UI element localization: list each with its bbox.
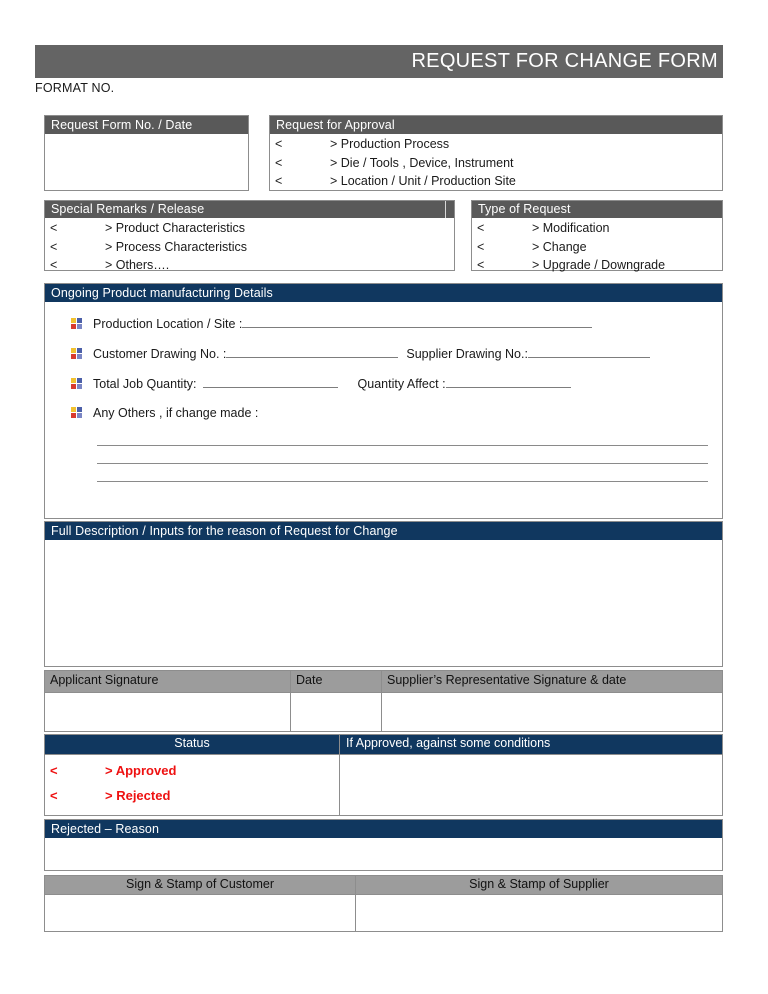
full-description-header: Full Description / Inputs for the reason of Request for Change	[45, 522, 722, 540]
option-change[interactable]	[472, 238, 722, 257]
header-supplier-representative-signature: Supplier’s Representative Signature & date	[382, 671, 723, 693]
checkbox-icon[interactable]: <	[50, 258, 58, 272]
pinwheel-bullet-icon	[71, 407, 82, 418]
customer-drawing-no-input[interactable]	[226, 346, 398, 358]
sign-stamp-supplier-input[interactable]	[356, 895, 723, 932]
request-for-approval-header: Request for Approval	[270, 116, 722, 134]
checkbox-icon[interactable]: <	[50, 221, 58, 235]
status-option-rejected[interactable]	[45, 783, 339, 808]
any-others-blank-lines	[45, 422, 722, 482]
field-customer-drawing-no	[45, 346, 722, 361]
request-for-approval-options	[270, 134, 722, 191]
option-die-tools-device-instrument[interactable]	[270, 154, 722, 173]
supplier-representative-signature-input[interactable]	[382, 693, 723, 732]
request-for-approval-box	[269, 115, 723, 191]
header-divider-tick	[445, 201, 446, 218]
sign-stamp-customer-input[interactable]	[45, 895, 356, 932]
table-row	[45, 693, 723, 732]
status-table	[44, 734, 723, 816]
option-location-unit-production-site[interactable]	[270, 172, 722, 191]
checkbox-icon[interactable]: <	[50, 239, 58, 254]
supplier-drawing-no-input[interactable]	[528, 346, 650, 358]
field-label: Customer Drawing No. :	[93, 347, 227, 361]
full-description-input[interactable]	[45, 540, 722, 666]
field-label: Production Location / Site :	[93, 317, 243, 331]
request-form-no-header: Request Form No. / Date	[45, 116, 248, 134]
field-any-others	[45, 406, 722, 420]
rejected-reason-header: Rejected – Reason	[45, 820, 722, 838]
status-option-approved[interactable]	[45, 758, 339, 783]
table-row	[45, 895, 723, 932]
type-of-request-options	[472, 218, 722, 275]
pinwheel-bullet-icon	[71, 318, 82, 329]
type-of-request-header: Type of Request	[472, 201, 722, 218]
field-label-quantity-affect: Quantity Affect :	[357, 377, 446, 391]
full-description-box	[44, 521, 723, 667]
option-label: > Others….	[105, 258, 170, 272]
checkbox-icon[interactable]: <	[477, 239, 485, 254]
date-input[interactable]	[291, 693, 382, 732]
applicant-signature-input[interactable]	[45, 693, 291, 732]
ongoing-details-header: Ongoing Product manufacturing Details	[45, 284, 722, 302]
option-modification[interactable]	[472, 219, 722, 238]
checkbox-icon[interactable]: <	[477, 221, 485, 235]
checkbox-icon[interactable]: <	[50, 788, 58, 803]
status-badge: > Rejected	[105, 788, 171, 803]
option-label: > Location / Unit / Production Site	[330, 174, 516, 188]
status-options-cell	[45, 755, 340, 816]
document-title-bar	[35, 45, 723, 78]
table-header-row	[45, 671, 723, 693]
field-production-location	[45, 316, 722, 331]
option-label: > Modification	[532, 221, 610, 235]
table-row	[45, 755, 723, 816]
option-label: > Product Characteristics	[105, 221, 245, 235]
quantity-affect-input[interactable]	[446, 376, 571, 388]
header-sign-stamp-supplier: Sign & Stamp of Supplier	[356, 876, 723, 895]
format-no-label: FORMAT NO.	[35, 81, 115, 95]
stamp-table	[44, 875, 723, 932]
pinwheel-bullet-icon	[71, 348, 82, 359]
special-remarks-options	[45, 218, 454, 275]
special-remarks-box	[44, 200, 455, 271]
header-sign-stamp-customer: Sign & Stamp of Customer	[45, 876, 356, 895]
checkbox-icon[interactable]: <	[275, 155, 283, 170]
total-job-quantity-input[interactable]	[203, 376, 338, 388]
header-applicant-signature: Applicant Signature	[45, 671, 291, 693]
page-title: REQUEST FOR CHANGE FORM	[411, 50, 718, 72]
production-location-input[interactable]	[242, 316, 592, 328]
checkbox-icon[interactable]: <	[275, 174, 283, 188]
option-label: > Process Characteristics	[105, 239, 248, 254]
option-label: > Die / Tools , Device, Instrument	[330, 155, 514, 170]
ongoing-details-box	[44, 283, 723, 519]
option-others[interactable]	[45, 256, 454, 275]
request-form-no-box	[44, 115, 249, 191]
checkbox-icon[interactable]: <	[50, 763, 58, 778]
header-status: Status	[45, 735, 340, 755]
field-label: Any Others , if change made :	[93, 406, 259, 420]
special-remarks-header	[45, 201, 454, 218]
header-if-approved-conditions: If Approved, against some conditions	[340, 735, 723, 755]
option-label: > Upgrade / Downgrade	[532, 258, 666, 272]
type-of-request-box	[471, 200, 723, 271]
blank-write-line[interactable]	[97, 446, 708, 464]
option-production-process[interactable]	[270, 135, 722, 154]
checkbox-icon[interactable]: <	[275, 137, 283, 151]
option-label: > Change	[532, 239, 587, 254]
option-product-characteristics[interactable]	[45, 219, 454, 238]
field-total-job-quantity	[45, 376, 722, 391]
checkbox-icon[interactable]: <	[477, 258, 485, 272]
field-label-supplier-drawing-no: Supplier Drawing No.:	[406, 347, 528, 361]
table-header-row	[45, 876, 723, 895]
blank-write-line[interactable]	[97, 428, 708, 446]
option-process-characteristics[interactable]	[45, 238, 454, 257]
pinwheel-bullet-icon	[71, 378, 82, 389]
header-date: Date	[291, 671, 382, 693]
option-upgrade-downgrade[interactable]	[472, 256, 722, 275]
approved-conditions-input[interactable]	[340, 755, 723, 816]
status-options	[45, 755, 339, 808]
rejected-reason-box	[44, 819, 723, 871]
request-form-no-input[interactable]	[45, 134, 248, 190]
blank-write-line[interactable]	[97, 464, 708, 482]
rejected-reason-input[interactable]	[45, 838, 722, 870]
option-label: > Production Process	[330, 137, 450, 151]
table-header-row	[45, 735, 723, 755]
special-remarks-header-label: Special Remarks / Release	[51, 202, 205, 216]
signature-table	[44, 670, 723, 732]
ongoing-details-fields	[45, 302, 722, 482]
status-badge: > Approved	[105, 763, 177, 778]
field-label: Total Job Quantity:	[93, 377, 197, 391]
